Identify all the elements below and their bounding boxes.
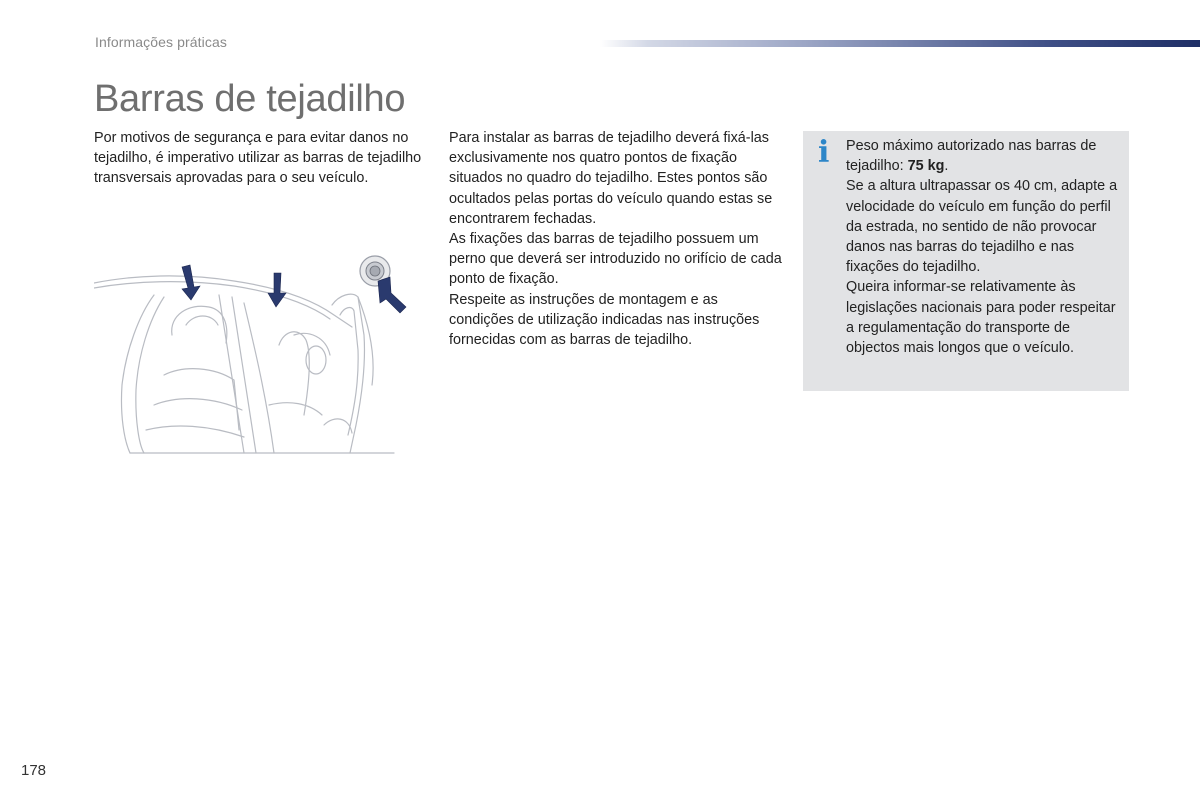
info-box [803, 131, 1129, 391]
height-warning: Se a altura ultrapassar os 40 cm, adapte a velocidade do veículo em função do perfil da estrada, no sentido de não provocar danos nas barras do tejadilho e nas fixações do tejadilho. [846, 178, 1118, 276]
header-rule [600, 40, 1200, 47]
info-icon: i [818, 135, 830, 170]
section-label: Informações práticas [95, 34, 227, 50]
info-text [846, 136, 1126, 358]
max-weight-prefix: Peso máximo autorizado nas barras de tejadilho: [846, 138, 1097, 175]
page-title: Barras de tejadilho [94, 78, 406, 120]
instructions-paragraph-1: Para instalar as barras de tejadilho deverá fixá-las exclusivamente nos quatro pontos de fixação situados no quadro do tejadilho. Estes pontos são ocultados pelas portas do veículo quando estas se encontrarem fechadas. [449, 130, 773, 227]
fixation-point-detail [360, 256, 406, 313]
max-weight-suffix: . [944, 158, 949, 175]
max-weight-line [846, 136, 1126, 176]
page-number: 178 [21, 762, 47, 779]
max-weight-value: 75 kg [907, 158, 945, 175]
car-roof-illustration [94, 255, 414, 455]
legislation-note: Queira informar-se relativamente às legislações nacionais para poder respeitar a regulamentação do transporte de objectos mais longos que o veículo. [846, 279, 1116, 357]
car-illustration-svg [94, 255, 414, 455]
instructions-column [449, 128, 784, 350]
intro-column [94, 128, 424, 189]
instructions-paragraph-2: As fixações das barras de tejadilho possuem um perno que deverá ser introduzido no orifício de cada ponto de fixação. [449, 231, 782, 288]
instructions-paragraph-3: Respeite as instruções de montagem e as condições de utilização indicadas nas instruções fornecidas com as barras de tejadilho. [449, 291, 760, 349]
intro-paragraph: Por motivos de segurança e para evitar danos no tejadilho, é imperativo utilizar as barras de tejadilho transversais aprovadas para o seu veículo. [94, 130, 422, 187]
